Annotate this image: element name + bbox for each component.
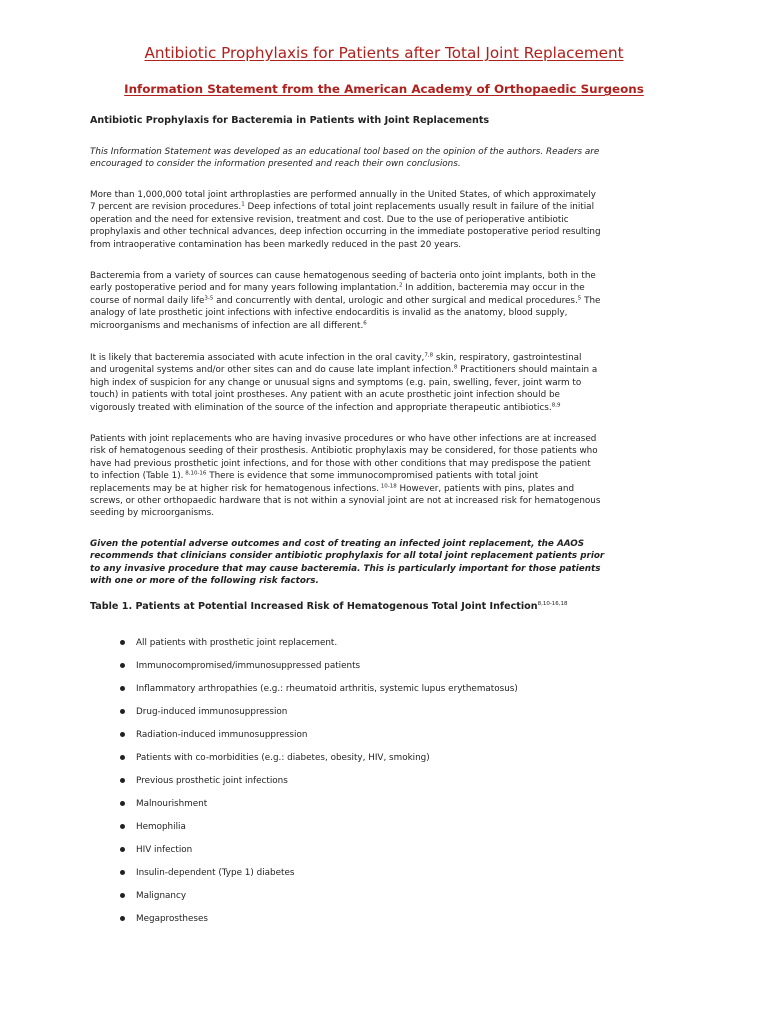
list-item: Malnourishment (118, 798, 518, 821)
paragraph-line: high index of suspicion for any change or unusual signs and symptoms (e.g. pain, swelling, fever, joint warm to (90, 377, 582, 388)
section-heading: Antibiotic Prophylaxis for Bacteremia in Patients with Joint Replacements (90, 115, 490, 126)
paragraph-line: It is likely that bacteremia associated with acute infection in the oral cavity,$^{7,8}$ skin, respiratory, gastrointestinal (90, 352, 582, 363)
paragraph-line: vigorously treated with elimination of the source of the infection and appropriate therapeutic antibiotics.$^{8,9}$ (90, 402, 561, 413)
paragraph-1 (90, 189, 678, 251)
citation: 8,10-16,18 (537, 601, 568, 607)
paragraph-line: course of normal daily life$^{3-5}$ and concurrently with dental, urologic and other surgical and medical procedures.$^5$ The (90, 295, 601, 306)
paragraph-line: operation and the need for extensive revision, treatment and cost. Due to the use of perioperative antibiotic (90, 214, 569, 225)
paragraph-line: risk of hematogenous seeding of their prosthesis. Antibiotic prophylaxis may be considered, for those patients who (90, 446, 598, 457)
paragraph-line: from intraoperative contamination has been markedly reduced in the past 20 years. (90, 239, 462, 250)
citation: 8,10-16 (183, 470, 207, 477)
paragraph-line: replacements may be at higher risk for hematogenous infections. $^{10-18}$ However, patients with pins, plates and (90, 483, 575, 494)
recommendation-paragraph (90, 538, 678, 588)
list-item: Inflammatory arthropathies (e.g.: rheumatoid arthritis, systemic lupus erythematosus) (118, 683, 518, 706)
citation: 5 (577, 295, 582, 302)
paragraph-3 (90, 352, 678, 414)
risk-factor-list (118, 637, 518, 936)
paragraph-line: with one or more of the following risk factors. (90, 576, 319, 587)
paragraph-line: prophylaxis and other technical advances, deep infection occurring in the immediate postoperative period resulting (90, 227, 601, 238)
paragraph-line: Bacteremia from a variety of sources can cause hematogenous seeding of bacteria onto joint implants, both in the (90, 271, 596, 281)
list-item: Insulin-dependent (Type 1) diabetes (118, 867, 518, 890)
list-item: Patients with co-morbidities (e.g.: diabetes, obesity, HIV, smoking) (118, 752, 518, 775)
paragraph-line: microorganisms and mechanisms of infection are all different.$^6$ (90, 320, 367, 331)
list-item: Drug-induced immunosuppression (118, 706, 518, 729)
bullet-icon (120, 709, 125, 714)
intro-line: This Information Statement was developed as an educational tool based on the opinion of the authors. Readers are (90, 147, 600, 157)
bullet-icon (120, 732, 125, 737)
list-item: Previous prosthetic joint infections (118, 775, 518, 798)
citation: 8,9 (551, 402, 561, 409)
intro-paragraph (90, 146, 678, 171)
paragraph-line: Patients with joint replacements who are having invasive procedures or who have other infections are at increased (90, 434, 597, 444)
list-item: HIV infection (118, 844, 518, 867)
bullet-icon (120, 686, 125, 691)
paragraph-line: screws, or other orthopaedic hardware that is not within a synovial joint are not at increased risk for hematogenous (90, 496, 601, 507)
paragraph-line: to any invasive procedure that may cause bacteremia. This is particularly important for those patients (90, 563, 601, 574)
citation: 2 (399, 282, 403, 289)
paragraph-line: Given the potential adverse outcomes and cost of treating an infected joint replacement, the AAOS (90, 539, 585, 549)
list-item: Hemophilia (118, 821, 518, 844)
bullet-icon (120, 640, 125, 645)
paragraph-2 (90, 270, 678, 332)
list-item: All patients with prosthetic joint replacement. (118, 637, 518, 660)
bullet-icon (120, 755, 125, 760)
paragraph-line: analogy of late prosthetic joint infections with infective endocarditis is invalid as the anatomy, blood supply, (90, 308, 568, 319)
list-item: Malignancy (118, 890, 518, 913)
list-item: Megaprostheses (118, 913, 518, 936)
paragraph-line: 7 percent are revision procedures.$^1$ Deep infections of total joint replacements usually result in failure of the initial (90, 201, 595, 213)
citation: 3-5 (204, 295, 214, 302)
paragraph-line: early postoperative period and for many years following implantation.$^2$ In addition, bacteremia may occur in the (90, 282, 585, 294)
bullet-icon (120, 801, 125, 806)
bullet-icon (120, 663, 125, 668)
paragraph-line: seeding by microorganisms. (90, 508, 215, 519)
bullet-icon (120, 916, 125, 921)
citation: 7,8 (424, 352, 434, 359)
citation: 8 (453, 364, 458, 371)
paragraph-line: to infection (Table 1). $^{8,10-16}$ There is evidence that some immunocompromised patients with total joint (90, 470, 539, 482)
intro-line: encouraged to consider the information presented and reach their own conclusions. (90, 159, 461, 170)
bullet-icon (120, 824, 125, 829)
document-subtitle: Information Statement from the American Academy of Orthopaedic Surgeons (124, 82, 644, 96)
citation: 6 (363, 320, 367, 327)
citation: 10-18 (379, 483, 397, 490)
paragraph-line: recommends that clinicians consider antibiotic prophylaxis for all total joint replacement patients prior (90, 551, 605, 562)
bullet-icon (120, 870, 125, 875)
bullet-icon (120, 893, 125, 898)
bullet-icon (120, 778, 125, 783)
bullet-icon (120, 847, 125, 852)
list-item: Immunocompromised/immunosuppressed patients (118, 660, 518, 683)
list-item: Radiation-induced immunosuppression (118, 729, 518, 752)
paragraph-line: touch) in patients with total joint prostheses. Any patient with an acute prosthetic joint infection should be (90, 390, 560, 401)
table-heading: Table 1. Patients at Potential Increased Risk of Hematogenous Total Joint Infection$^{8,10-16,18}$ (90, 601, 568, 612)
paragraph-line: and urogenital systems and/or other sites can and do cause late implant infection.$^8$ Practitioners should maintain a (90, 364, 598, 376)
paragraph-line: have had previous prosthetic joint infections, and for those with other conditions that may predispose the patient (90, 458, 591, 469)
paragraph-line: More than 1,000,000 total joint arthroplasties are performed annually in the United States, of which approximately (90, 190, 596, 200)
citation: 1 (241, 201, 245, 208)
paragraph-4 (90, 433, 678, 520)
document-title: Antibiotic Prophylaxis for Patients after Total Joint Replacement (144, 44, 624, 62)
